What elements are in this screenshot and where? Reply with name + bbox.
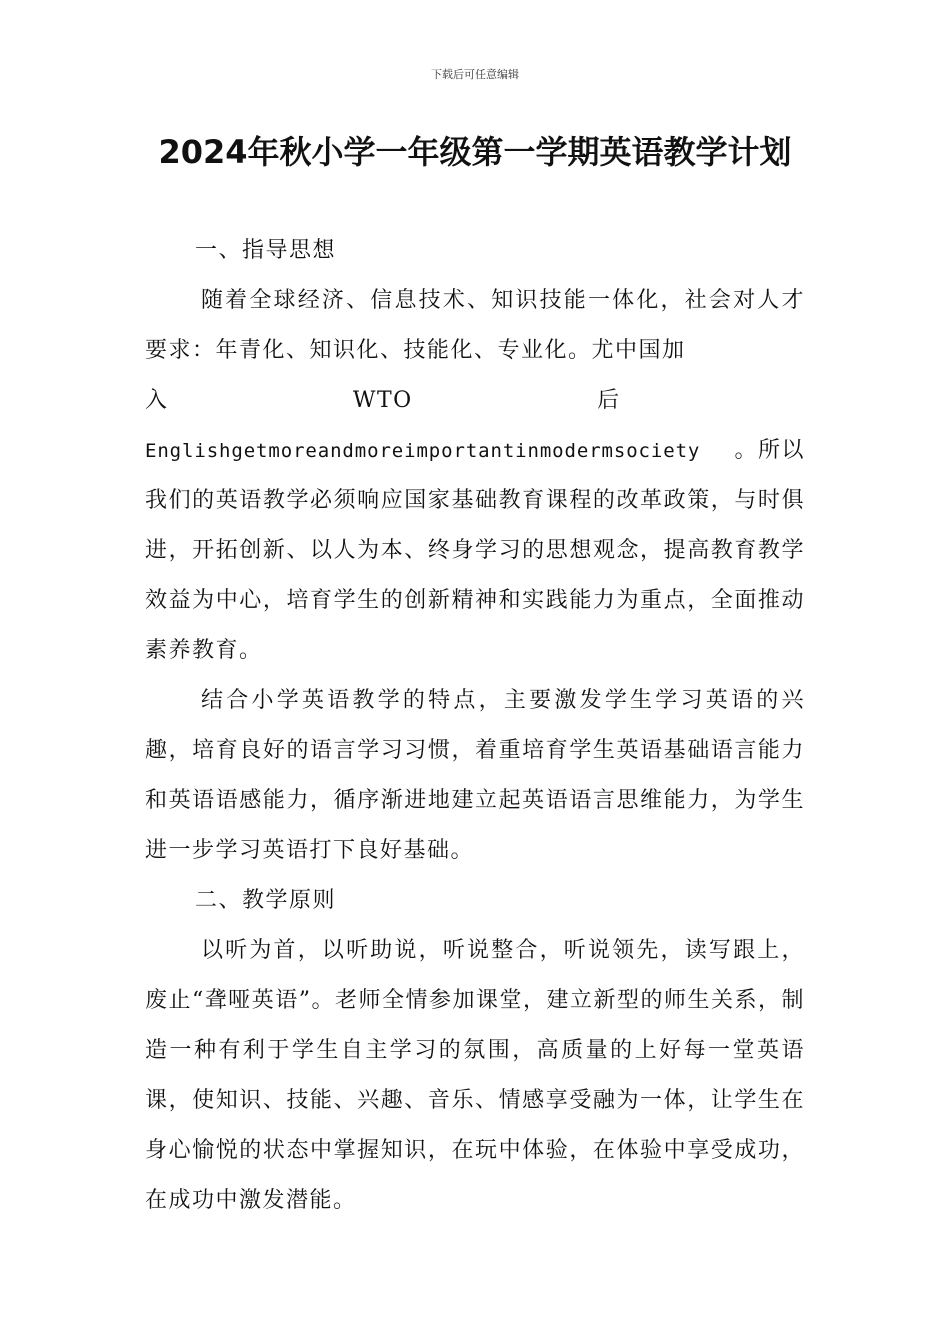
paragraph-guiding-thought-2: 结合小学英语教学的特点，主要激发学生学习英语的兴趣，培育良好的语言学习习惯，着重培育学生英语基础语言能力和英语语感能力，循序渐进地建立起英语语言思维能力，为学生进一步学习英语打下良好基础。 — [145, 688, 805, 863]
paragraph-guiding-thought-1b: 我们的英语教学必须响应国家基础教育课程的改革政策，与时俱进，开拓创新、以人为本、终身学习的思想观念，提高教育教学效益为中心，培育学生的创新精神和实践能力为重点，全面推动素养教育。 — [145, 488, 805, 663]
section-heading-teaching-principles: 二、教学原则 — [195, 888, 337, 913]
english-sentence-tail: 。所以 — [734, 438, 805, 463]
paragraph-wto-line — [145, 376, 805, 426]
paragraph-teaching-principles-1: 以听为首，以听助说，听说整合，听说领先，读写跟上，废止“聋哑英语”。老师全情参加课堂，建立新型的师生关系，制造一种有利于学生自主学习的氛围，高质量的上好每一堂英语课，使知识、技能、兴趣、音乐、情感享受融为一体，让学生在身心愉悦的状态中掌握知识，在玩中体验，在体验中享受成功，在成功中激发潜能。 — [145, 938, 805, 1213]
document-body — [145, 226, 805, 1226]
section-heading-guiding-thought: 一、指导思想 — [195, 238, 337, 263]
paragraph-guiding-thought-1a: 随着全球经济、信息技术、知识技能一体化，社会对人才要求：年青化、知识化、技能化、专业化。尤中国加 — [145, 288, 805, 363]
wto-line-word-1: 入 — [145, 388, 169, 413]
english-sentence: Englishgetmoreandmoreimportantinmodermsociety — [145, 440, 701, 462]
header-note: 下载后可任意编辑 — [431, 68, 519, 81]
wto-line-word-3: 后 — [597, 388, 621, 413]
paragraph-english-line — [145, 426, 805, 476]
wto-line-word-2: WTO — [352, 388, 413, 413]
document-title: 2024年秋小学一年级第一学期英语教学计划 — [158, 133, 792, 171]
